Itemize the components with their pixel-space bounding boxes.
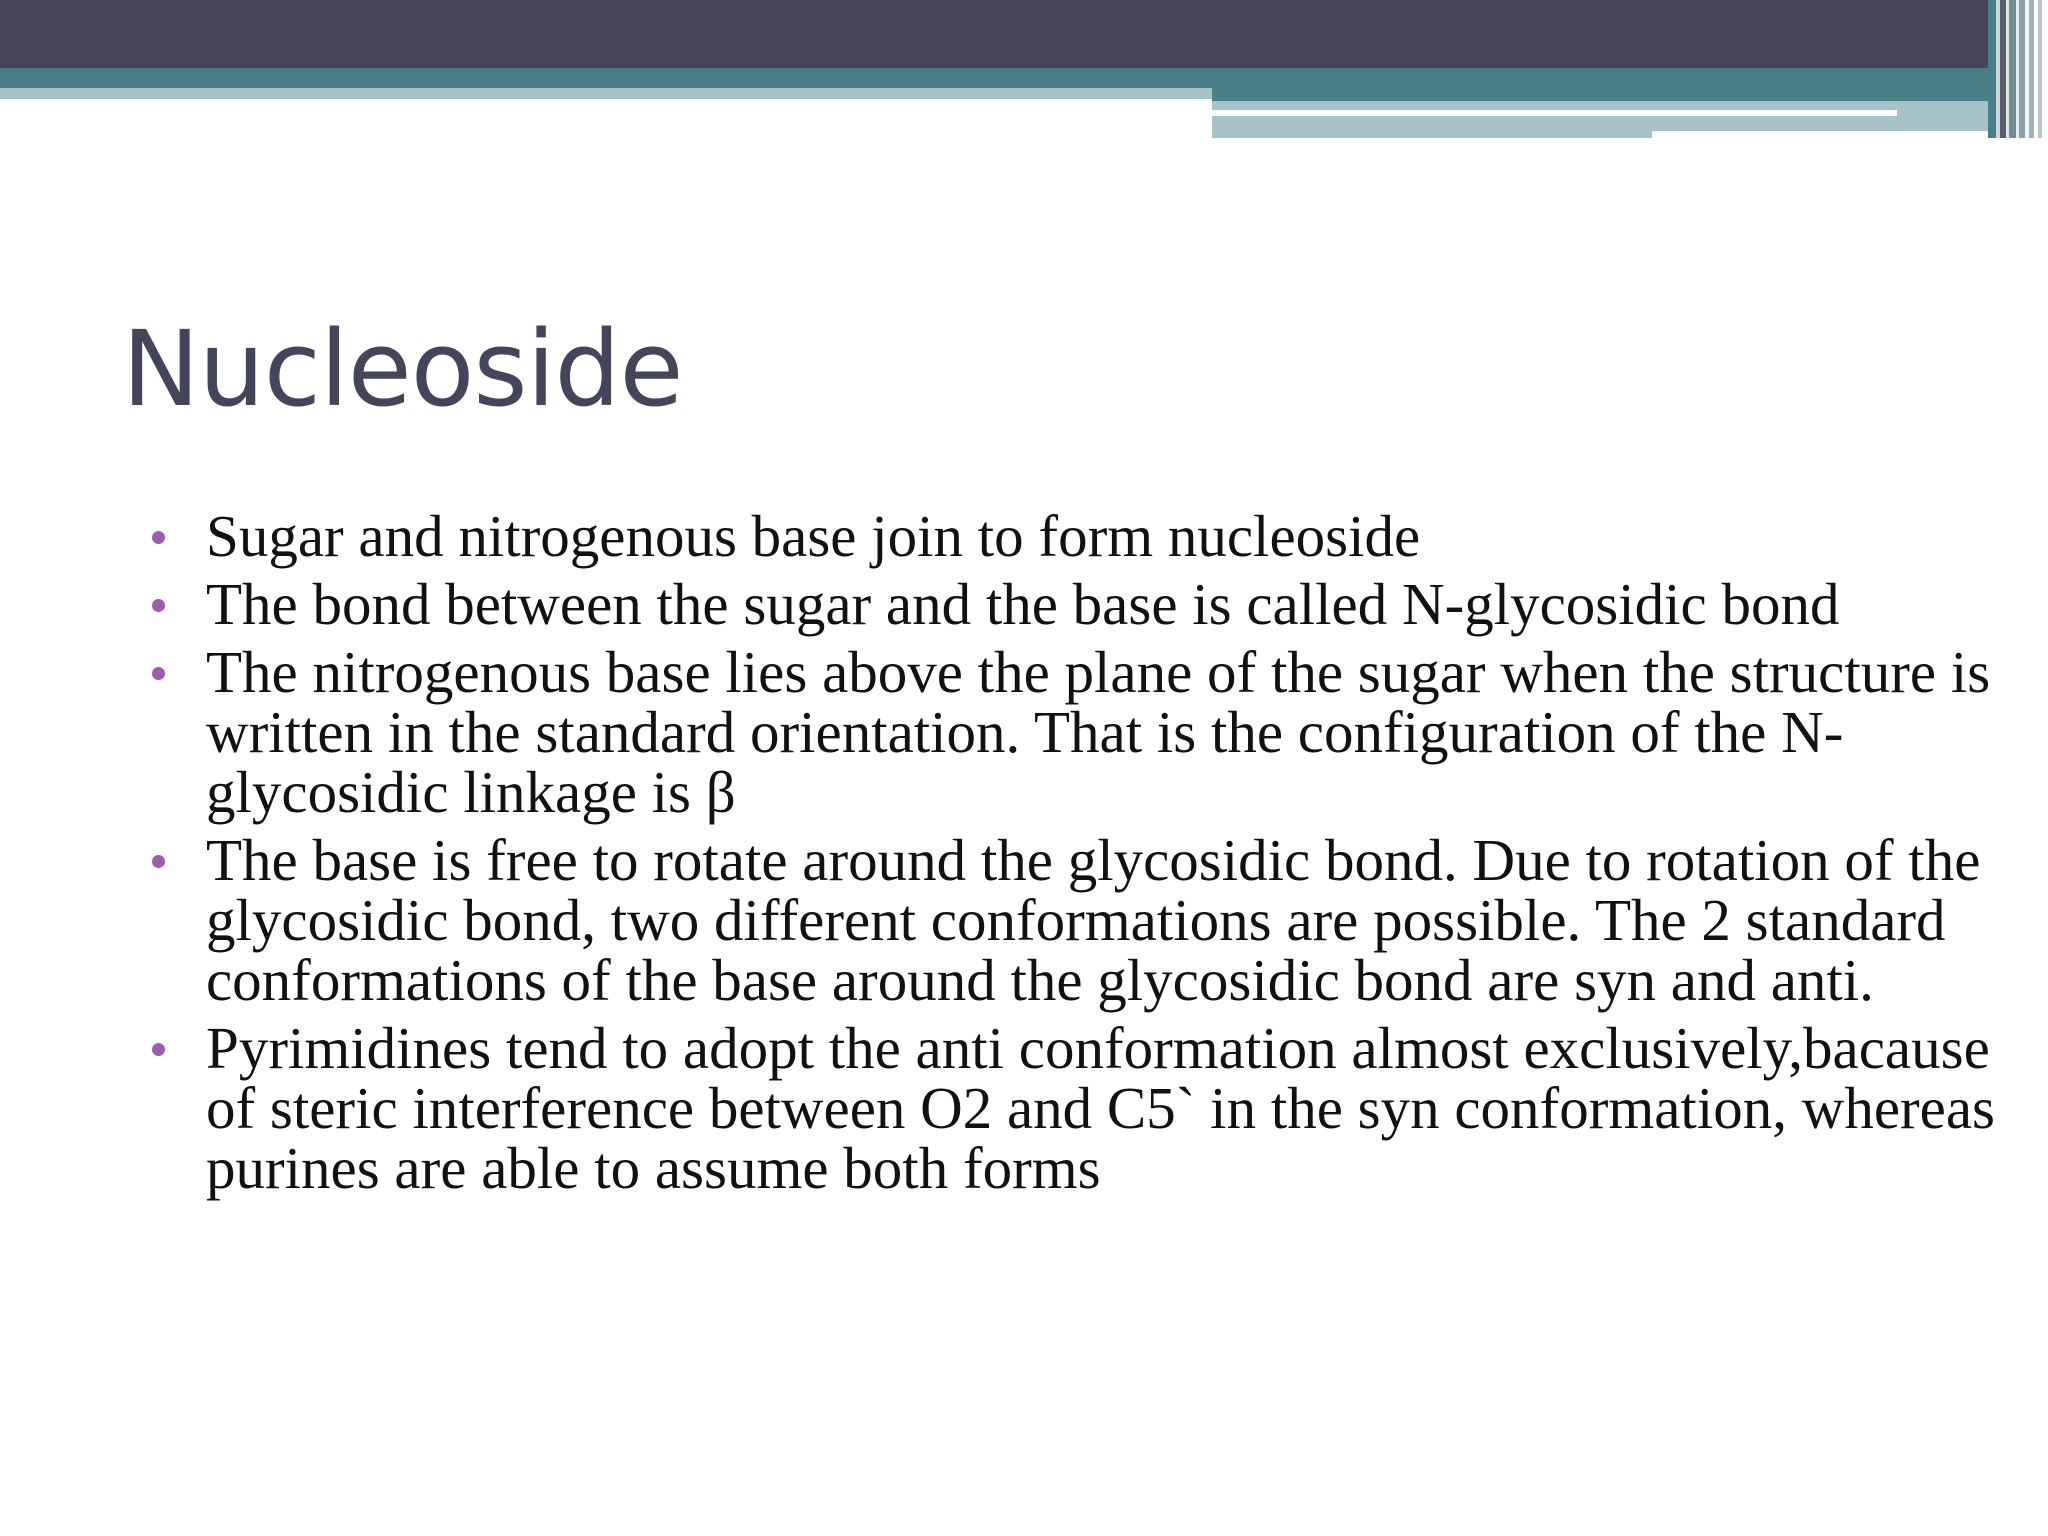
header-band-light-left [0,88,1212,99]
bullet-text: Sugar and nitrogenous base join to form nucleoside [206,503,1421,569]
bullet-marker [152,599,165,612]
bullet-list [140,503,2010,1206]
bullet-item [140,639,2010,825]
header-accent-line [1212,110,1897,116]
bullet-marker [152,531,165,544]
header-band-dark [0,0,2048,68]
bullet-text: The bond between the sugar and the base is called N-glycosidic bond [206,571,1840,637]
bullet-marker [152,1043,165,1056]
header-band-teal-right [1212,88,2048,101]
bullet-text: Pyrimidines tend to adopt the anti conformation almost exclusively,bacause of steric interference between O2 and C5` in the syn conformation, whereas purines are able to assume both forms [206,1015,1995,1201]
bullet-item [140,1015,2010,1201]
header-band-teal [0,68,2048,88]
bullet-marker [152,855,165,868]
bullet-text: The nitrogenous base lies above the plane of the sugar when the structure is written in the standard orientation. That is the configuration of the N-glycosidic linkage is β [206,639,1991,825]
bullet-item [140,571,2010,637]
bullet-text: The base is free to rotate around the glycosidic bond. Due to rotation of the glycosidic bond, two different conformations are possible. The 2 standard conformations of the base around the glycosidic bond are syn and anti. [206,827,1981,1013]
bullet-marker [152,667,165,680]
slide-title: Nucleoside [122,308,683,430]
bullet-item [140,827,2010,1013]
bullet-item [140,503,2010,569]
header-edge-stripes [1988,0,2048,138]
